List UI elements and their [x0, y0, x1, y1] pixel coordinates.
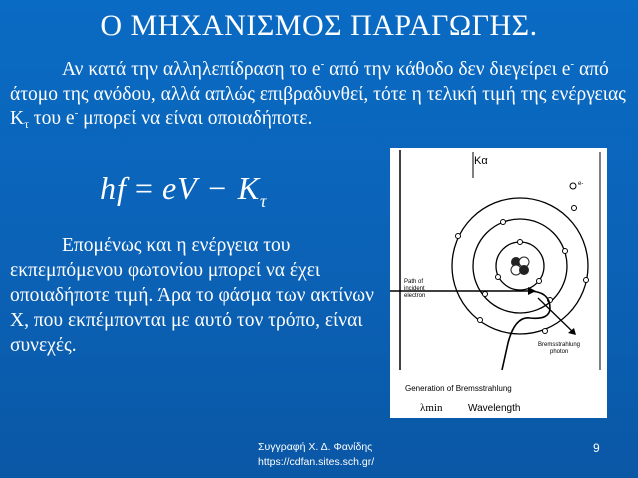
footer-credit	[258, 440, 398, 470]
electron-label: e-	[578, 181, 584, 187]
path-label-line-1: Path of	[404, 279, 424, 285]
path-label-line-2: incident	[404, 286, 425, 292]
energy-formula: hf = eV − $K_\tau$	[100, 170, 268, 211]
photon-label-line-2: photon	[550, 349, 569, 355]
intro-paragraph: Αν κατά την αλληλεπίδραση το e- από την κάθοδο δεν διεγείρει e- από άτομο της ανόδου, αλλά απλώς επιβραδυνθεί, τότε η τελική τιμή της ενέργειας $K_\tau$ του e- μπορεί να είναι οποιαδήποτε.	[10, 58, 626, 131]
footer-author: Συγγραφή Χ. Δ. Φανίδης	[258, 441, 373, 453]
incident-electron-path	[390, 291, 550, 370]
figure-caption: Generation of Bremsstrahlung	[405, 384, 512, 393]
slide-title: Ο ΜΗΧΑΝΙΣΜΟΣ ΠΑΡΑΓΩΓΗΣ.	[100, 9, 538, 42]
ejected-electron-icon	[570, 183, 576, 189]
lambda-min-label: λmin	[420, 402, 443, 414]
bremsstrahlung-figure	[390, 148, 607, 418]
wavelength-label: Wavelength	[468, 403, 521, 414]
shell-2	[473, 219, 567, 313]
footer-url: https://cdfan.sites.sch.gr/	[258, 456, 375, 468]
page-number: 9	[593, 441, 600, 455]
photon-label-line-1: Bremsstrahlung	[538, 342, 581, 348]
path-label-line-3: electron	[404, 293, 426, 299]
conclusion-paragraph: Επομένως και η ενέργεια του εκπεμπόμενου φωτονίου μπορεί να έχει οποιαδήποτε τιμή. Άρα το φάσμα των ακτίνων X, που εκπέμπονται με αυτό τον τρόπο, είναι συνεχές.	[10, 235, 374, 356]
bremsstrahlung-diagram	[390, 148, 607, 418]
k-alpha-label: Kα	[474, 155, 488, 167]
path-arrow-icon	[528, 287, 536, 295]
nucleus-icon	[511, 257, 529, 275]
atom-shells	[452, 198, 588, 334]
